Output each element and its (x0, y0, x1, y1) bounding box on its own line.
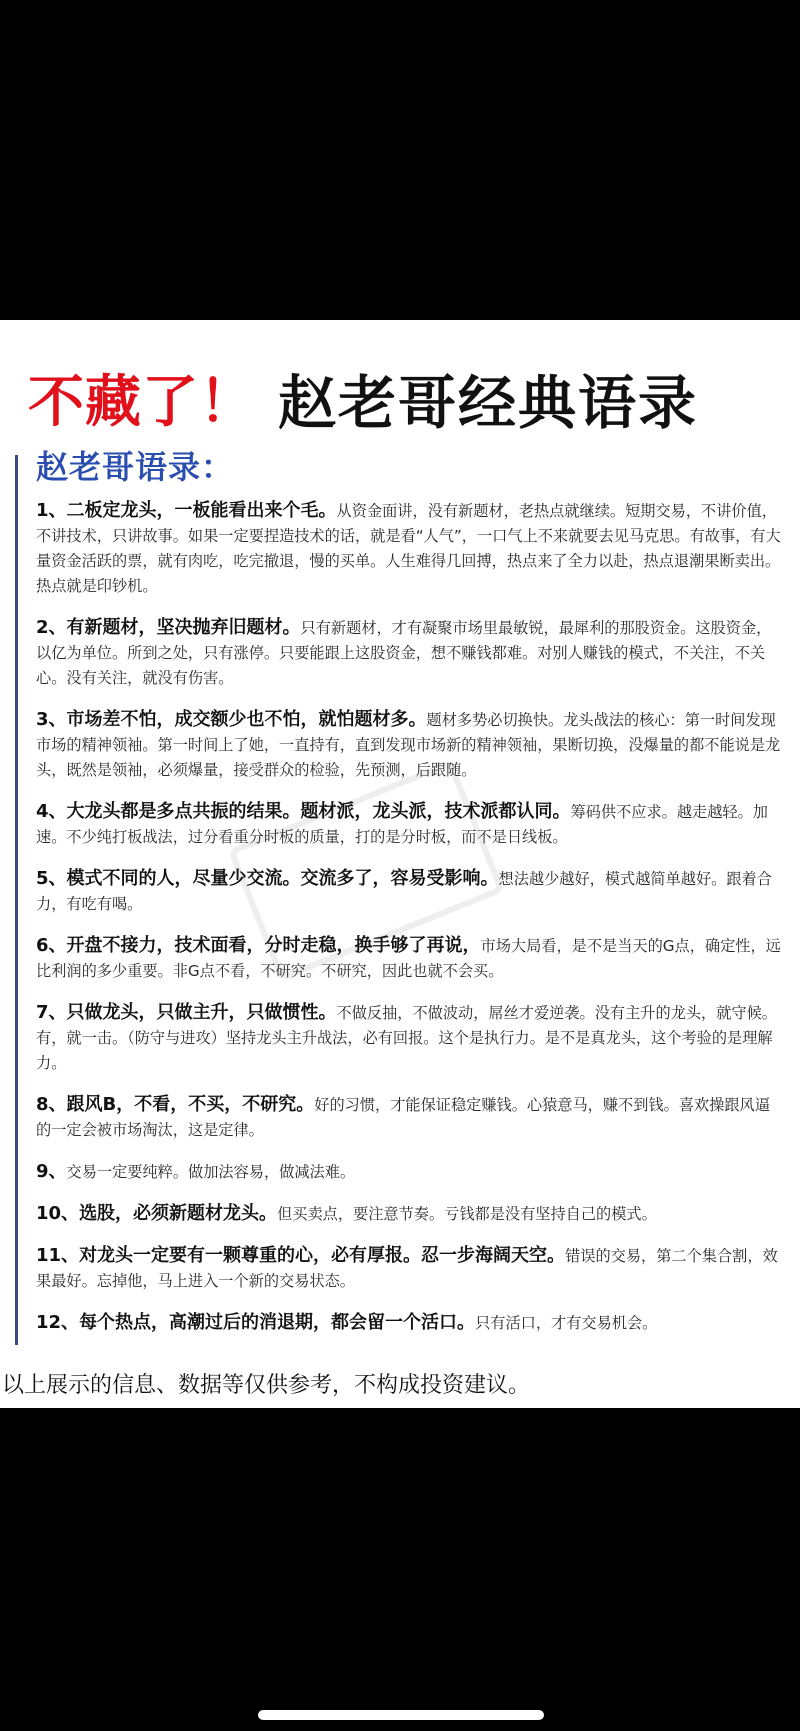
title-red: 不藏了！ (28, 369, 256, 435)
quote-item (36, 498, 781, 599)
quote-number: 9、 (36, 1161, 67, 1182)
page-title (28, 356, 788, 436)
quote-item (36, 1092, 781, 1143)
quote-number: 5、 (36, 868, 67, 889)
quote-body: 错误的交易，第二个集合割，效果最好。忘掉他，马上进入一个新的交易状态。 (36, 1247, 778, 1290)
quote-lead: 对龙头一定要有一颗尊重的心，必有厚报。忍一步海阔天空。 (79, 1245, 566, 1266)
quote-lead: 每个热点，高潮过后的消退期，都会留一个活口。 (79, 1312, 476, 1333)
quote-item (36, 933, 781, 984)
quote-item (36, 799, 781, 850)
quote-lead: 市场差不怕，成交额少也不怕，就怕题材多。 (66, 709, 427, 730)
quote-item (36, 866, 781, 917)
quote-lead: 只做龙头，只做主升，只做惯性。 (66, 1002, 337, 1023)
article-image (0, 320, 800, 1408)
quote-item (36, 1201, 781, 1227)
quote-number: 7、 (36, 1002, 67, 1023)
quote-item (36, 1310, 781, 1336)
quote-body: 想法越少越好，模式越简单越好。跟着合力，有吃有喝。 (36, 870, 772, 913)
quote-lead: 开盘不接力，技术面看，分时走稳，换手够了再说， (66, 935, 481, 956)
quote-body: 不做反抽，不做波动，屌丝才爱逆袭。没有主升的龙头，就守候。有，就一击。（防守与进攻）坚持龙头主升战法，必有回报。这个是执行力。是不是真龙头，这个考验的是理解力。 (36, 1004, 777, 1072)
quote-body: 只有新题材，才有凝聚市场里最敏锐，最犀利的那股资金。这股资金，以亿为单位。所到之处，只有涨停。只要能跟上这股资金，想不赚钱都难。对别人赚钱的模式，不关注，不关心。没有关注，就没有伤害。 (36, 619, 772, 687)
quote-item (36, 1243, 781, 1294)
quote-body: 从资金面讲，没有新题材，老热点就继续。短期交易，不讲价值，不讲技术，只讲故事。如果一定要捏造技术的话，就是看“人气”，一口气上不来就要去见马克思。有故事，有大量资金活跃的票，就有肉吃，吃完撤退，慢的买单。人生难得几回搏，热点来了全力以赴，热点退潮果断卖出。热点就是印钞机。 (36, 502, 781, 595)
quote-item (36, 707, 781, 783)
quote-body: 筹码供不应求。越走越轻。加速。不少纯打板战法，过分看重分时板的质量，打的是分时板，而不是日线板。 (36, 803, 768, 846)
quote-number: 10、 (36, 1203, 80, 1224)
quote-number: 12、 (36, 1312, 80, 1333)
quote-number: 1、 (36, 500, 67, 521)
quote-item (36, 615, 781, 691)
quote-number: 11、 (36, 1245, 80, 1266)
quote-lead: 大龙头都是多点共振的结果。题材派，龙头派，技术派都认同。 (66, 801, 571, 822)
quote-number: 8、 (36, 1094, 67, 1115)
top-black-area (0, 0, 800, 320)
quote-body: 但买卖点，要注意节奏。亏钱都是没有坚持自己的模式。 (277, 1205, 657, 1223)
quote-number: 3、 (36, 709, 67, 730)
quote-lead: 有新题材，坚决抛弃旧题材。 (66, 617, 301, 638)
quote-item (36, 1000, 781, 1076)
home-indicator[interactable] (258, 1710, 544, 1720)
quote-number: 2、 (36, 617, 67, 638)
title-black: 赵老哥经典语录 (278, 369, 699, 437)
quote-body: 交易一定要纯粹。做加法容易，做减法难。 (66, 1163, 356, 1181)
disclaimer-text: 以上展示的信息、数据等仅供参考，不构成投资建议。 (2, 1373, 531, 1398)
quote-lead: 二板定龙头，一板能看出来个毛。 (66, 500, 337, 521)
quote-number: 6、 (36, 935, 67, 956)
left-accent-rule (15, 455, 18, 1345)
quote-body: 市场大局看，是不是当天的G点，确定性，远比利润的多少重要。非G点不看，不研究。不研究，因此也就不会买。 (36, 937, 781, 980)
quote-body: 题材多势必切换快。龙头战法的核心：第一时间发现市场的精神领袖。第一时间上了她，一直持有，直到发现市场新的精神领袖，果断切换，没爆量的都不能说是龙头，既然是领袖，必须爆量，接受群众的检验，先预测，后跟随。 (36, 711, 781, 779)
quote-body: 只有活口，才有交易机会。 (475, 1314, 658, 1332)
quote-lead: 选股，必须新题材龙头。 (79, 1203, 278, 1224)
quote-body: 好的习惯，才能保证稳定赚钱。心猿意马，赚不到钱。喜欢操跟风逼的一定会被市场淘汰，这是定律。 (36, 1096, 770, 1139)
quote-number: 4、 (36, 801, 67, 822)
quote-lead: 模式不同的人，尽量少交流。交流多了，容易受影响。 (66, 868, 499, 889)
quote-list (36, 498, 781, 1352)
quote-lead: 跟风B，不看，不买，不研究。 (66, 1094, 315, 1115)
quote-item (36, 1159, 781, 1185)
section-heading: 赵老哥语录： (36, 448, 235, 486)
